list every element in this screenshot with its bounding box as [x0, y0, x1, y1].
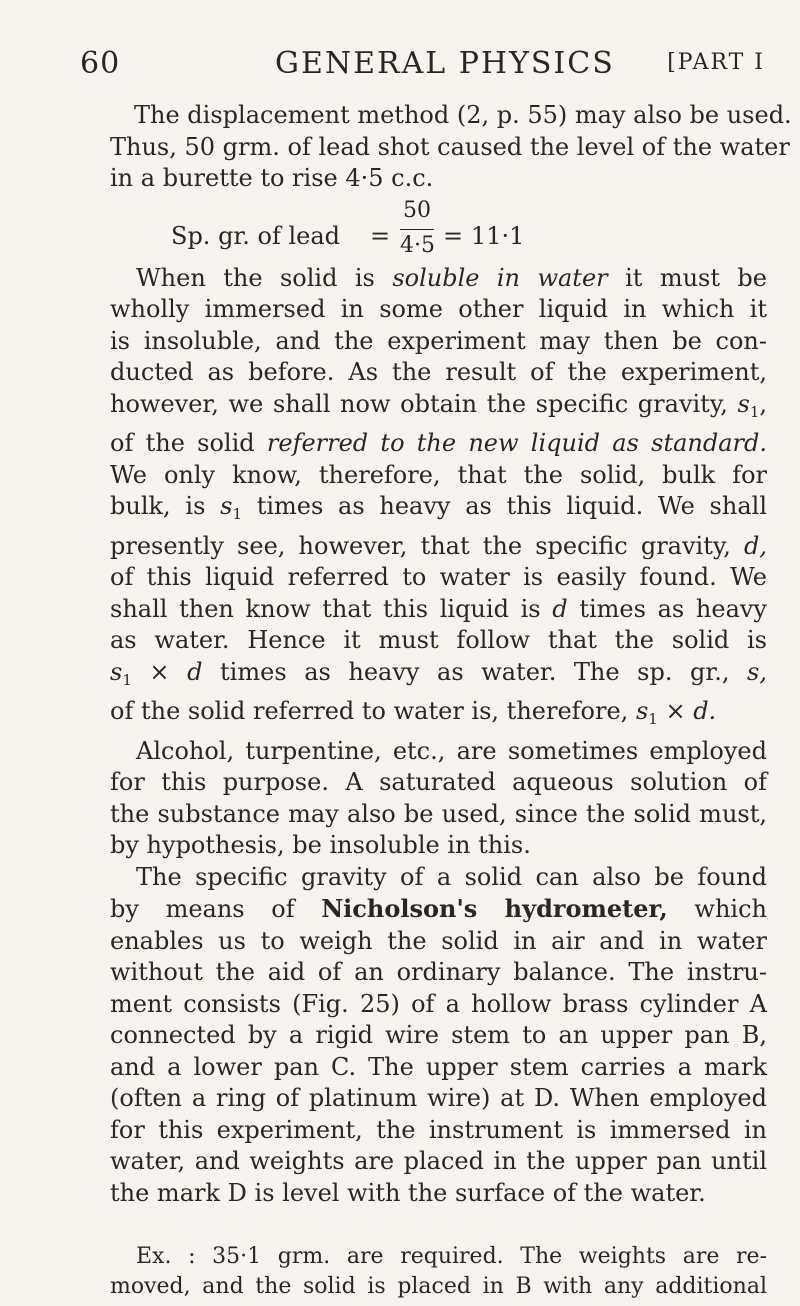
part-label: [PART I — [667, 50, 765, 75]
text-line: of the solid referred to water is, therefore, $s_1 \times d$. — [110, 697, 717, 728]
text-line: wholly immersed in some other liquid in which it — [110, 295, 767, 323]
text-line: by hypothesis, be insoluble in this. — [110, 831, 531, 859]
formula-fraction — [400, 197, 434, 261]
text-line: moved, and the solid is placed in B with any additional — [110, 1274, 767, 1299]
text-line: (often a ring of platinum wire) at D. When employed — [110, 1084, 768, 1112]
running-header — [80, 46, 765, 90]
text-line: water, and weights are placed in the upper pan until — [110, 1147, 767, 1175]
formula-denominator: 4·5 — [400, 233, 435, 258]
text-line: as water. Hence it must follow that the solid is — [110, 626, 767, 654]
text-line: of this liquid referred to water is easily found. We — [110, 563, 767, 591]
text-line: The displacement method (2, p. 55) may also be used. — [134, 101, 792, 129]
text-line: shall then know that this liquid is d times as heavy — [110, 594, 767, 623]
paragraph-displacement — [110, 100, 792, 195]
formula-equals: = — [370, 221, 391, 250]
fraction-bar — [400, 229, 434, 231]
text-line: Ex. : 35·1 grm. are required. The weights are re- — [136, 1244, 767, 1269]
text-line: and a lower pan C. The upper stem carries a mark — [110, 1052, 767, 1081]
text-line: $s_1 \times d$ times as heavy as water. The sp. gr., s, — [110, 657, 767, 689]
text-line: by means of Nicholson's hydrometer, which — [110, 894, 767, 923]
text-line: bulk, is $s_1$ times as heavy as this liquid. We shall — [110, 492, 767, 523]
text-line: Alcohol, turpentine, etc., are sometimes employed — [136, 736, 767, 765]
text-line: We only know, therefore, that the solid, bulk for — [110, 460, 767, 489]
text-line: ducted as before. As the result of the experiment, — [110, 358, 767, 386]
example-paragraph — [110, 1242, 767, 1302]
text-line: the substance may also be used, since the solid must, — [110, 799, 767, 828]
paragraph-alcohol — [110, 736, 767, 862]
text-line: ment consists (Fig. 25) of a hollow brass cylinder A — [110, 989, 767, 1018]
main-text — [110, 100, 792, 1209]
text-line: enables us to weigh the solid in air and in water — [110, 926, 767, 955]
nicholson-hydrometer-term: Nicholson's hydrometer, — [321, 894, 668, 923]
text-line: of the solid referred to the new liquid as standard. — [110, 429, 767, 457]
text-line: in a burette to rise 4·5 c.c. — [110, 164, 434, 192]
text-line: the mark D is level with the surface of the water. — [110, 1178, 706, 1207]
text-line: When the solid is soluble in water it must be — [136, 263, 767, 292]
paragraph-nicholson — [110, 862, 767, 1210]
text-line: however, we shall now obtain the specific gravity, $s_1$, — [110, 389, 767, 421]
formula-result: 11·1 — [471, 221, 525, 250]
page-number: 60 — [80, 46, 121, 81]
formula-numerator: 50 — [403, 197, 431, 223]
text-line: without the aid of an ordinary balance. The instru- — [110, 958, 767, 986]
text-line: Thus, 50 grm. of lead shot caused the level of the water — [110, 132, 790, 161]
text-line: connected by a rigid wire stem to an upper pan B, — [110, 1021, 767, 1049]
text-line: for this purpose. A saturated aqueous solution of — [110, 768, 767, 796]
text-line: is insoluble, and the experiment may then be con- — [110, 326, 767, 355]
text-line: for this experiment, the instrument is immersed in — [110, 1115, 767, 1144]
formula-label: Sp. gr. of lead — [171, 221, 341, 250]
text-line: presently see, however, that the specific gravity, d, — [110, 531, 767, 560]
specific-gravity-formula — [110, 197, 767, 263]
running-title: GENERAL PHYSICS — [275, 46, 615, 81]
paragraph-soluble-solid — [110, 263, 767, 736]
formula-equals: = — [443, 221, 464, 250]
text-line: The specific gravity of a solid can also be found — [136, 862, 767, 891]
